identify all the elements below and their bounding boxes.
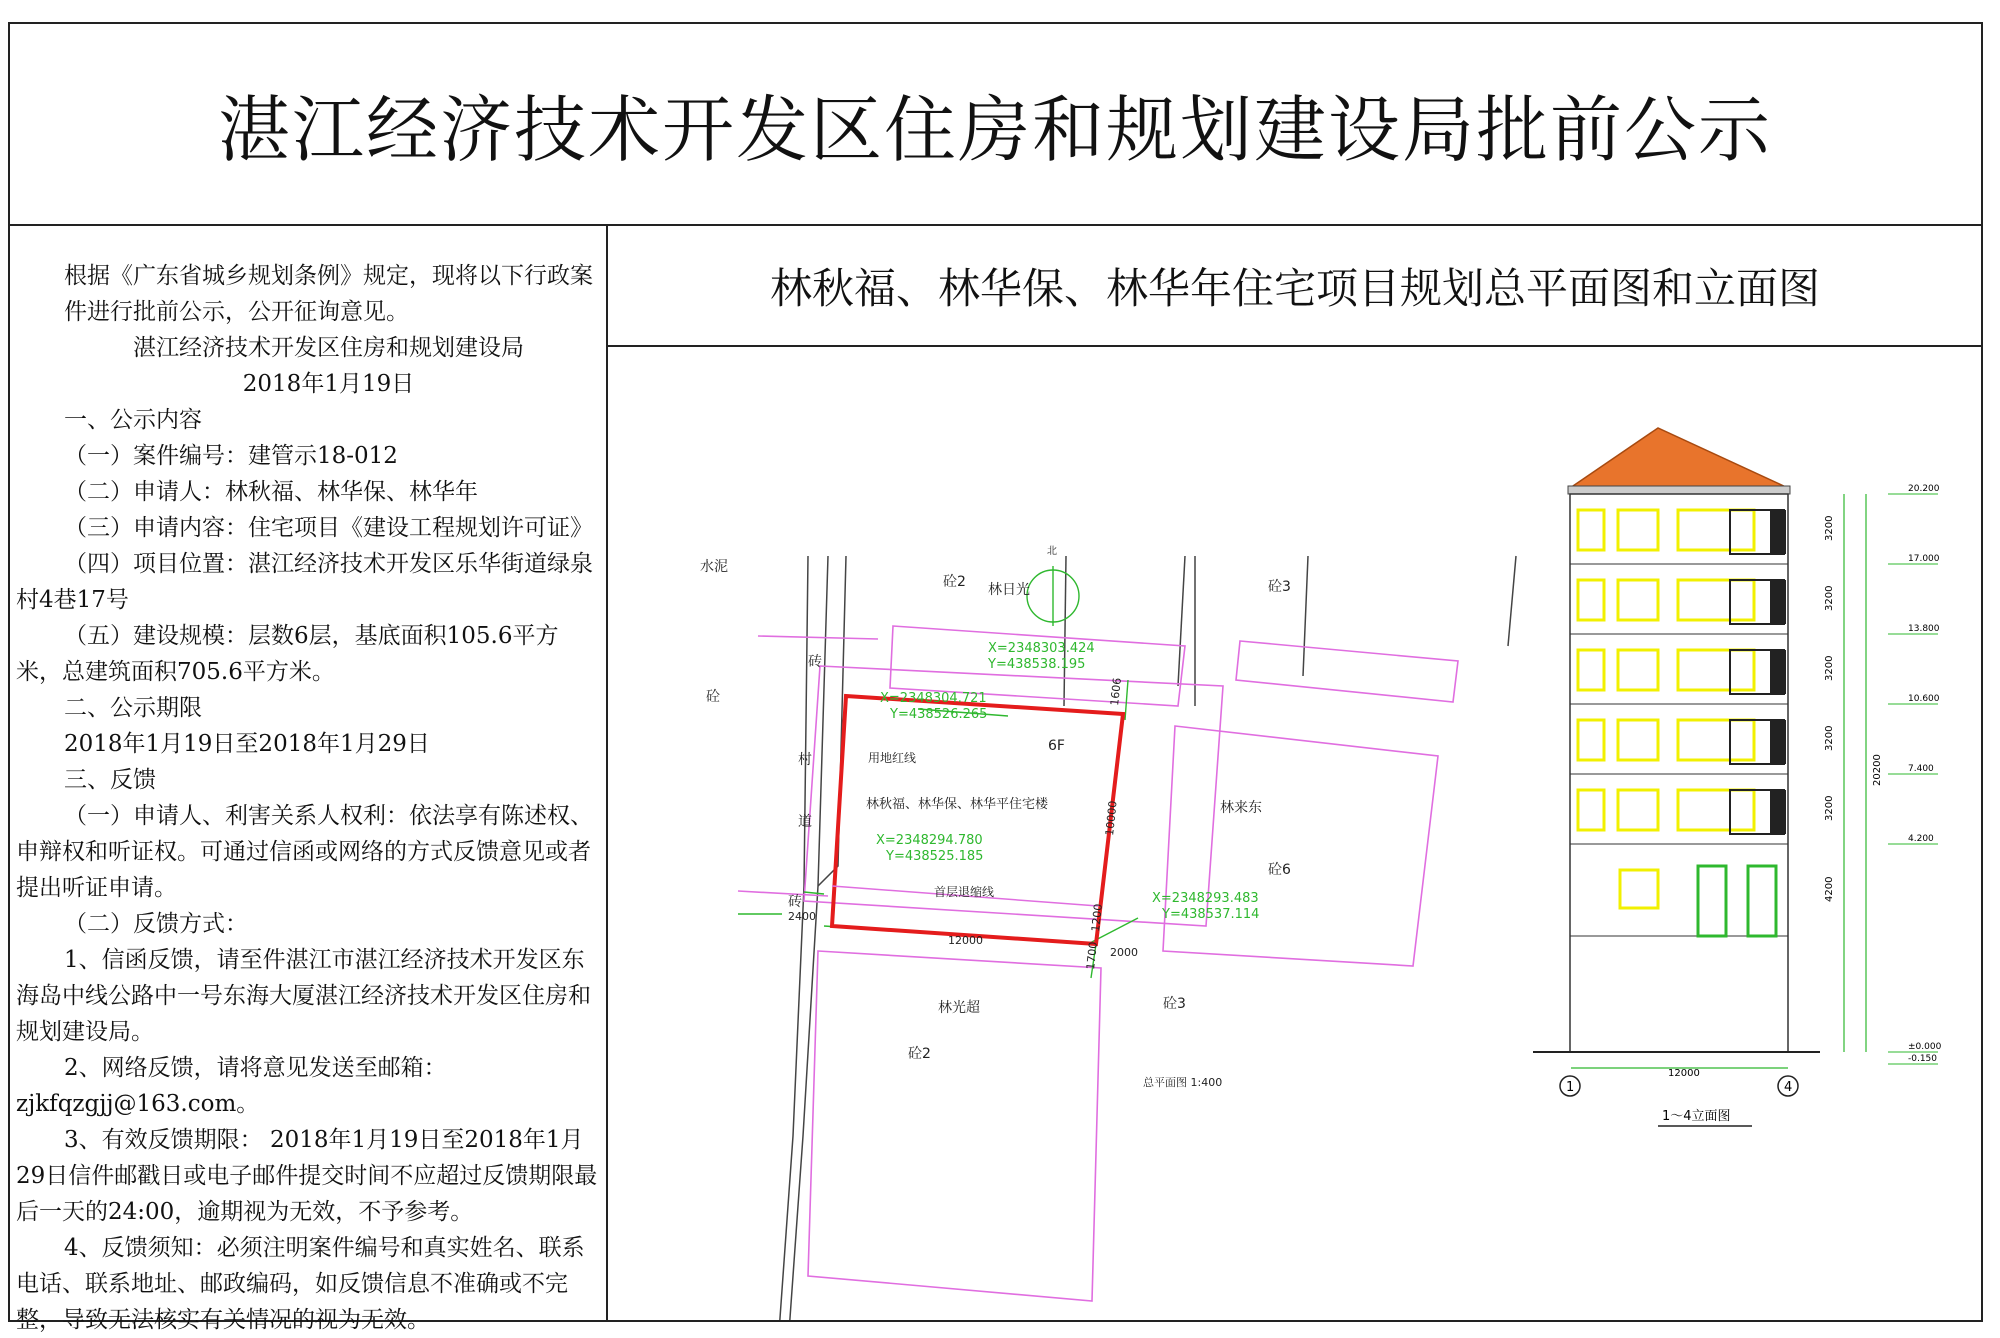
window <box>1678 790 1754 830</box>
coordinate-y: Y=438538.195 <box>988 657 1086 672</box>
level-label: 17.000 <box>1908 554 1940 564</box>
plan-label: 砼 <box>706 689 720 705</box>
floor-height-label: 3200 <box>1824 655 1835 681</box>
level-label: 13.800 <box>1908 624 1940 634</box>
site-redline <box>832 696 1123 944</box>
plan-label: 砼3 <box>1163 996 1186 1012</box>
window <box>1620 870 1658 908</box>
building-outline <box>1570 494 1788 1052</box>
plan-caption: 总平面图 1:400 <box>1143 1076 1223 1089</box>
dimension-label: 2400 <box>788 910 816 923</box>
drawing-title: 林秋福、林华保、林华年住宅项目规划总平面图和立面图 <box>769 264 1820 313</box>
dimension-label: 1700 <box>1084 941 1100 971</box>
axis-label: 4 <box>1784 1080 1793 1095</box>
elevation-drawing <box>1533 428 1942 1126</box>
page-title: 湛江经济技术开发区住房和规划建设局批前公示 <box>217 88 1772 172</box>
dimension-label: 12000 <box>948 934 983 947</box>
plan-label: 砼6 <box>1268 862 1291 878</box>
coordinate-x: X=2348304.721 <box>880 691 987 706</box>
notice-text <box>16 258 601 1338</box>
level-label: 4.200 <box>1908 834 1934 844</box>
applicant: （二）申请人：林秋福、林华保、林华年 <box>64 479 478 505</box>
door <box>1748 866 1776 936</box>
window <box>1678 580 1754 620</box>
site-plan-drawing <box>608 346 1980 1320</box>
dimension-label: 1606 <box>1108 677 1124 707</box>
coordinate-y: Y=438526.265 <box>890 707 988 722</box>
email-address[interactable]: zjkfqzgjj@163.com。 <box>16 1091 260 1117</box>
dimension-label: 1200 <box>1089 903 1105 933</box>
floor-height-label: 3200 <box>1824 725 1835 751</box>
plan-label: 村 <box>798 752 812 768</box>
section-heading: 三、反馈 <box>64 767 156 793</box>
total-height-label: 20200 <box>1872 754 1883 786</box>
construction-scale: （五）建设规模：层数6层，基底面积105.6平方米，总建筑面积705.6平方米。 <box>16 623 559 685</box>
floor-height-label: 4200 <box>1824 876 1835 902</box>
coordinate-x: X=2348293.483 <box>1152 891 1259 906</box>
roof-eave <box>1568 486 1790 494</box>
plan-label: 道 <box>798 814 812 830</box>
floor-height-label: 3200 <box>1824 515 1835 541</box>
window <box>1618 510 1658 550</box>
coordinate-x: X=2348303.424 <box>988 641 1095 656</box>
plan-label: 林日光 <box>988 582 1030 598</box>
coordinate-y: Y=438537.114 <box>1162 907 1260 922</box>
building-label: 林秋福、林华保、林华平住宅楼 <box>866 797 1049 812</box>
application-content: （三）申请内容：住宅项目《建设工程规划许可证》 <box>64 515 593 541</box>
plan-label: 水泥 <box>700 559 728 575</box>
redline-label: 用地红线 <box>868 751 917 765</box>
plan-label: 林来东 <box>1220 800 1262 816</box>
window <box>1578 720 1604 760</box>
setback-label: 首层退缩线 <box>934 885 995 899</box>
window <box>1578 790 1604 830</box>
window <box>1678 510 1754 550</box>
window <box>1678 720 1754 760</box>
intro: 根据《广东省城乡规划条例》规定，现将以下行政案件进行批前公示，公开征询意见。 <box>64 263 593 325</box>
requirements: 4、反馈须知：必须注明案件编号和真实姓名、联系电话、联系地址、邮政编码，如反馈信息不准确或不完整，导致无法核实有关情况的视为无效。 <box>16 1235 585 1333</box>
window <box>1578 510 1604 550</box>
window <box>1678 650 1754 690</box>
issuer: 湛江经济技术开发区住房和规划建设局 <box>133 335 524 361</box>
coordinate-y: Y=438525.185 <box>886 849 984 864</box>
coordinate-x: X=2348294.780 <box>876 833 983 848</box>
window <box>1578 650 1604 690</box>
door <box>1698 866 1726 936</box>
dimension-label: 10000 <box>1103 800 1120 837</box>
axis-label: 1 <box>1566 1080 1575 1095</box>
floor-height-label: 3200 <box>1824 795 1835 821</box>
road-lines <box>778 556 1516 1320</box>
level-label: ±0.000 <box>1908 1042 1942 1052</box>
period: 2018年1月19日至2018年1月29日 <box>64 731 430 757</box>
level-label: 7.400 <box>1908 764 1934 774</box>
floor-height-label: 3200 <box>1824 585 1835 611</box>
plan-label: 林光超 <box>938 1000 980 1016</box>
plan-label: 砖 <box>788 894 802 910</box>
plan-label: 砼2 <box>908 1046 931 1062</box>
elevation-caption: 1～4立面图 <box>1662 1109 1731 1124</box>
case-number: （一）案件编号：建管示18-012 <box>64 443 398 469</box>
level-label: -0.150 <box>1908 1054 1938 1064</box>
section-heading: 一、公示内容 <box>64 407 202 433</box>
deadline: 3、有效反馈期限： 2018年1月19日至2018年1月29日信件邮戳日或电子邮件提交时间不应超过反馈期限最后一天的24:00，逾期视为无效，不予参考。 <box>16 1127 598 1225</box>
letter-feedback: 1、信函反馈，请至件湛江市湛江经济技术开发区东海岛中线公路中一号东海大厦湛江经济技术开发区住房和规划建设局。 <box>16 947 591 1045</box>
email-feedback: 2、网络反馈，请将意见发送至邮箱： <box>64 1055 447 1081</box>
level-label: 10.600 <box>1908 694 1940 704</box>
plan-label: 砖 <box>808 654 822 670</box>
level-label: 20.200 <box>1908 484 1940 494</box>
floors-label: 6F <box>1048 738 1065 754</box>
dimension-label: 2000 <box>1110 946 1138 959</box>
window <box>1618 580 1658 620</box>
roof <box>1570 428 1788 488</box>
width-label: 12000 <box>1668 1068 1700 1079</box>
plan-label: 砼2 <box>943 574 966 590</box>
north-arrow-label: 北 <box>1047 546 1057 557</box>
project-location: （四）项目位置：湛江经济技术开发区乐华街道绿泉村4巷17号 <box>16 551 593 613</box>
date: 2018年1月19日 <box>242 371 415 397</box>
divider <box>10 224 1981 226</box>
window <box>1618 650 1658 690</box>
rights: （一）申请人、利害关系人权利：依法享有陈述权、申辩权和听证权。可通过信函或网络的方式反馈意见或者提出听证申请。 <box>16 803 593 901</box>
section-heading: 二、公示期限 <box>64 695 202 721</box>
plan-label: 砼3 <box>1268 579 1291 595</box>
window <box>1618 720 1658 760</box>
feedback-methods: （二）反馈方式： <box>64 911 248 937</box>
window <box>1578 580 1604 620</box>
window <box>1618 790 1658 830</box>
